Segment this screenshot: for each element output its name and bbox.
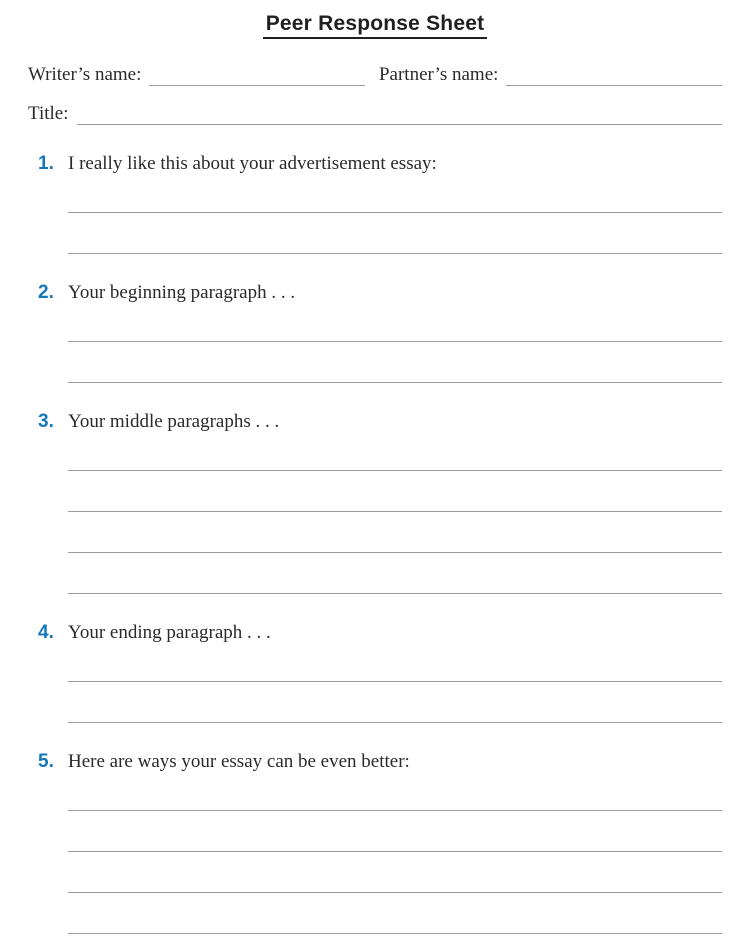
- essay-title-label: Title:: [28, 103, 69, 124]
- essay-title-blank: [77, 104, 723, 125]
- write-line: [68, 893, 722, 934]
- page-title: Peer Response Sheet: [263, 12, 488, 39]
- item-2: [28, 282, 722, 383]
- item-5-write-lines: [68, 773, 722, 934]
- page-header: [28, 12, 722, 39]
- item-2-write-lines: [68, 304, 722, 383]
- write-line: [68, 811, 722, 852]
- item-2-prompt: Your beginning paragraph . . .: [68, 282, 296, 303]
- item-1-prompt: I really like this about your advertisement essay:: [68, 153, 437, 174]
- item-5-number: 5.: [38, 751, 54, 772]
- writer-name-blank: [149, 65, 365, 86]
- item-3-number: 3.: [38, 411, 54, 432]
- partner-name-label: Partner’s name:: [378, 64, 499, 85]
- write-line: [68, 553, 722, 594]
- item-4-number: 4.: [38, 622, 54, 643]
- write-line: [68, 471, 722, 512]
- item-3-prompt: Your middle paragraphs . . .: [68, 411, 280, 432]
- item-2-head: [28, 282, 722, 304]
- item-4-write-lines: [68, 644, 722, 723]
- item-1: [28, 153, 722, 254]
- item-5: [28, 751, 722, 934]
- item-5-prompt: Here are ways your essay can be even better:: [68, 751, 410, 772]
- write-line: [68, 342, 722, 383]
- item-4: [28, 622, 722, 723]
- item-4-prompt: Your ending paragraph . . .: [68, 622, 271, 643]
- write-line: [68, 433, 722, 471]
- write-line: [68, 682, 722, 723]
- item-1-write-lines: [68, 175, 722, 254]
- write-line: [68, 304, 722, 342]
- write-line: [68, 175, 722, 213]
- item-3-head: [28, 411, 722, 433]
- names-row: [28, 64, 722, 86]
- item-5-head: [28, 751, 722, 773]
- item-1-number: 1.: [38, 153, 54, 174]
- write-line: [68, 852, 722, 893]
- writer-name-label: Writer’s name:: [28, 64, 142, 85]
- item-2-number: 2.: [38, 282, 54, 303]
- write-line: [68, 213, 722, 254]
- write-line: [68, 644, 722, 682]
- item-4-head: [28, 622, 722, 644]
- essay-title-row: [28, 103, 722, 125]
- write-line: [68, 773, 722, 811]
- item-3-write-lines: [68, 433, 722, 594]
- item-1-head: [28, 153, 722, 175]
- item-3: [28, 411, 722, 594]
- partner-name-blank: [506, 65, 722, 86]
- write-line: [68, 512, 722, 553]
